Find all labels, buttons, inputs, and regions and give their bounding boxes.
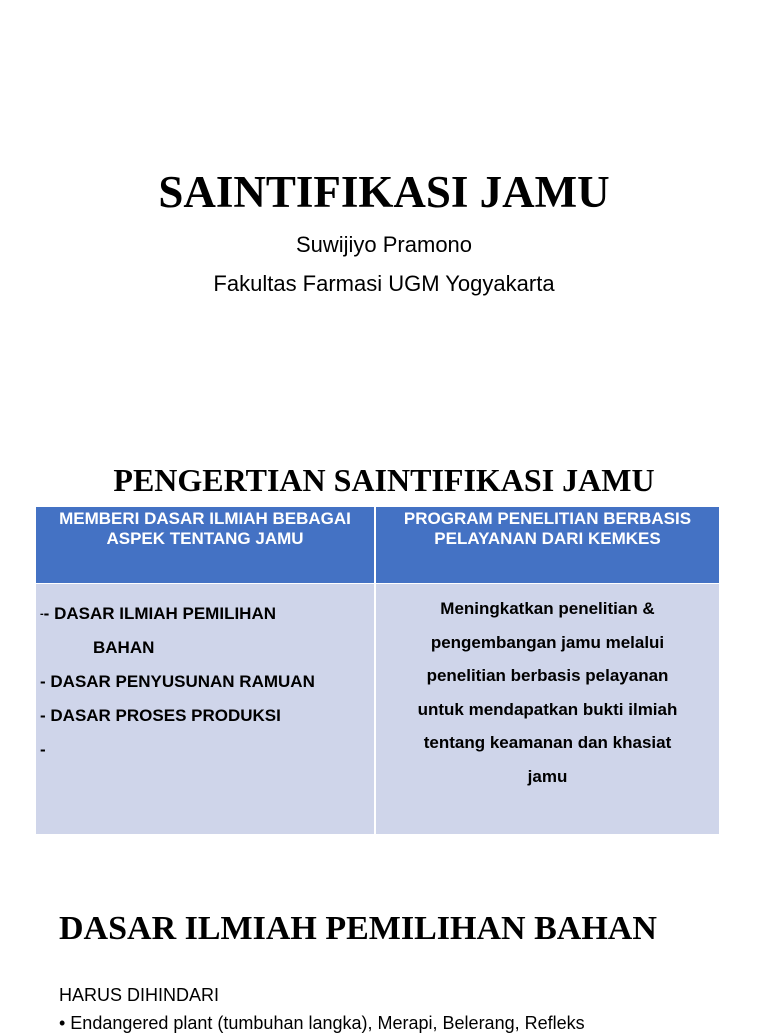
list-item — [40, 631, 374, 665]
list-item — [40, 733, 374, 767]
author-affiliation: Fakultas Farmasi UGM Yogyakarta — [213, 271, 555, 296]
description-line: tentang keamanan dan khasiat — [423, 733, 672, 752]
header-line: PELAYANAN DARI KEMKES — [434, 529, 661, 548]
description-line: untuk mendapatkan bukti ilmiah — [417, 699, 678, 719]
slide-heading: PENGERTIAN SAINTIFIKASI JAMU — [113, 462, 655, 498]
bullet-item: • Endangered plant (tumbuhan langka), Merapi, Belerang, Refleks — [59, 1013, 585, 1033]
slide-material-basis — [0, 860, 768, 1033]
description-line: penelitian berbasis pelayanan — [426, 666, 669, 685]
header-line: PROGRAM PENELITIAN BERBASIS — [403, 509, 692, 528]
header-line: MEMBERI DASAR ILMIAH BEBAGAI — [59, 509, 351, 528]
presentation-title: SAINTIFIKASI JAMU — [158, 167, 610, 217]
slide-definition — [0, 430, 768, 860]
basis-list — [36, 584, 374, 767]
definition-table — [36, 507, 719, 834]
header-line: ASPEK TENTANG JAMU — [106, 529, 304, 548]
list-item-text: DASAR ILMIAH PEMILIHAN — [54, 604, 277, 623]
slide-title — [0, 0, 768, 430]
program-description — [376, 584, 719, 793]
list-dash: - — [40, 672, 51, 691]
list-item-text: DASAR PROSES PRODUKSI — [50, 706, 281, 725]
description-line: pengembangan jamu melalui — [430, 632, 665, 652]
description-line: Meningkatkan penelitian & — [440, 599, 655, 618]
list-item — [40, 699, 374, 733]
slide-heading: DASAR ILMIAH PEMILIHAN BAHAN — [59, 910, 657, 947]
author-name: Suwijiyo Pramono — [295, 232, 473, 257]
list-item-text: DASAR PENYUSUNAN RAMUAN — [50, 672, 315, 691]
list-item-text: BAHAN — [93, 638, 155, 657]
list-item — [40, 597, 374, 631]
table-cell-right — [376, 584, 719, 834]
list-dash: - — [40, 608, 44, 620]
list-dash: - — [40, 706, 51, 725]
list-item — [40, 665, 374, 699]
table-header-left — [36, 507, 374, 583]
list-dash: - — [40, 740, 46, 759]
description-line: jamu — [527, 766, 568, 786]
list-dash: - — [43, 604, 55, 623]
table-header-right — [376, 507, 719, 583]
table-cell-left — [36, 584, 374, 834]
avoid-label: HARUS DIHINDARI — [59, 985, 220, 1005]
